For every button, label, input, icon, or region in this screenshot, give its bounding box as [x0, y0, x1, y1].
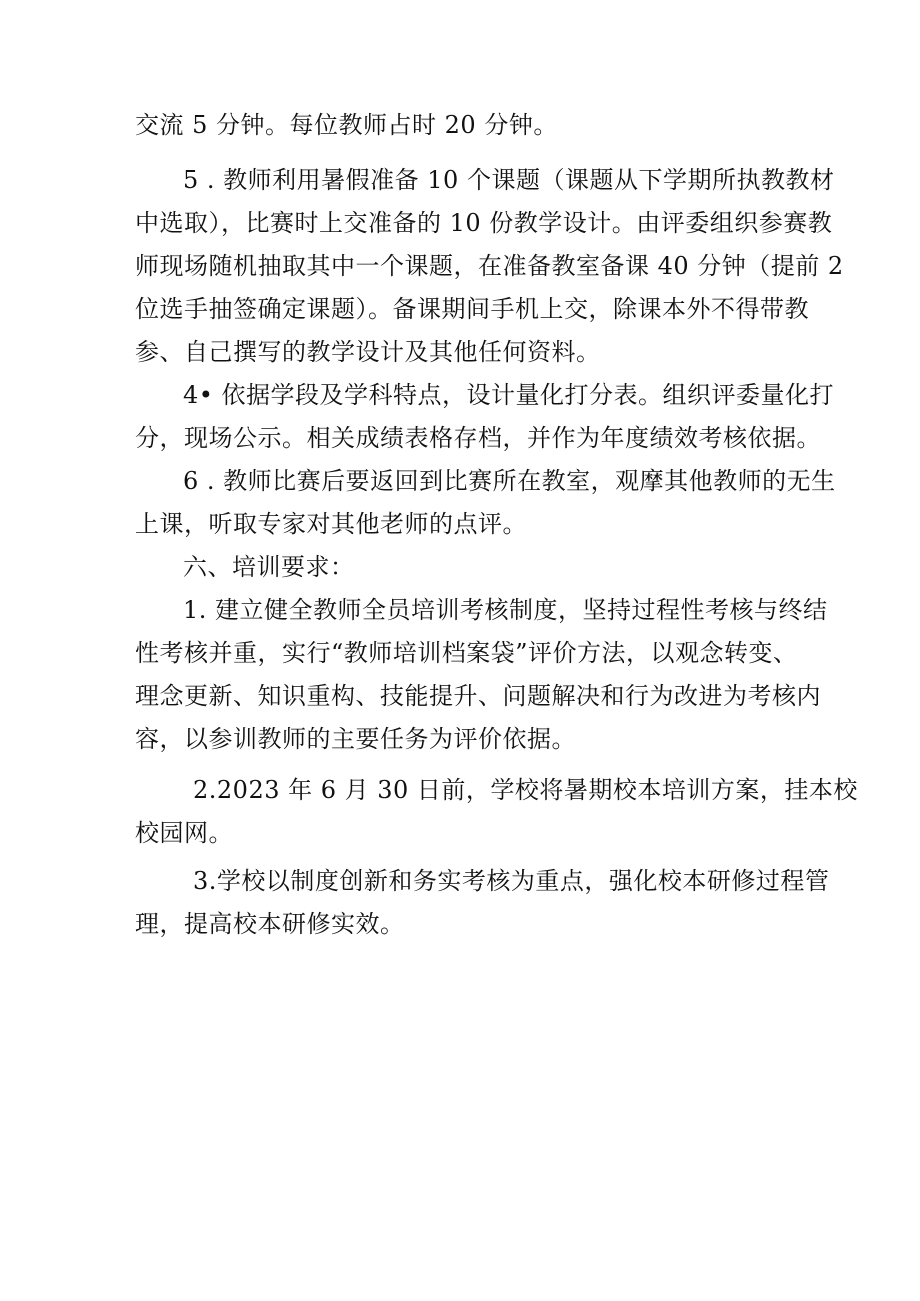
text-line: 位选手抽签确定课题）。备课期间手机上交，除课本外不得带教 [135, 295, 809, 323]
text-line: 性考核并重，实行“教师培训档案袋”评价方法，以观念转变、 [135, 639, 798, 667]
text-line: 2.2023 年 6 月 30 日前，学校将暑期校本培训方案，挂本校 [193, 776, 858, 804]
text-line: 3.学校以制度创新和务实考核为重点，强化校本研修过程管 [193, 867, 830, 895]
text-line: 上课，听取专家对其他老师的点评。 [135, 510, 527, 538]
text-line: 6 . 教师比赛后要返回到比赛所在教室，观摩其他教师的无生 [183, 467, 836, 495]
section-heading: 六、培训要求： [183, 553, 355, 581]
text-line: 校园网。 [135, 819, 233, 847]
text-line: 5 . 教师利用暑假准备 10 个课题（课题从下学期所执教教材 [183, 166, 835, 194]
text-line: 理念更新、知识重构、技能提升、问题解决和行为改进为考核内 [135, 682, 821, 710]
text-line: 1. 建立健全教师全员培训考核制度，坚持过程性考核与终结 [183, 596, 828, 624]
text-line: 分，现场公示。相关成绩表格存档，并作为年度绩效考核依据。 [135, 424, 821, 452]
text-line: 参、自己撰写的教学设计及其他任何资料。 [135, 338, 601, 366]
text-line: 师现场随机抽取其中一个课题，在准备教室备课 40 分钟（提前 2 [135, 252, 844, 280]
text-line: 容，以参训教师的主要任务为评价依据。 [135, 725, 576, 753]
text-line: 中选取），比赛时上交准备的 10 份教学设计。由评委组织参赛教 [135, 209, 833, 237]
text-line: 4• 依据学段及学科特点，设计量化打分表。组织评委量化打 [183, 381, 835, 409]
text-line: 交流 5 分钟。每位教师占时 20 分钟。 [135, 111, 558, 139]
text-line: 理，提高校本研修实效。 [135, 910, 405, 938]
